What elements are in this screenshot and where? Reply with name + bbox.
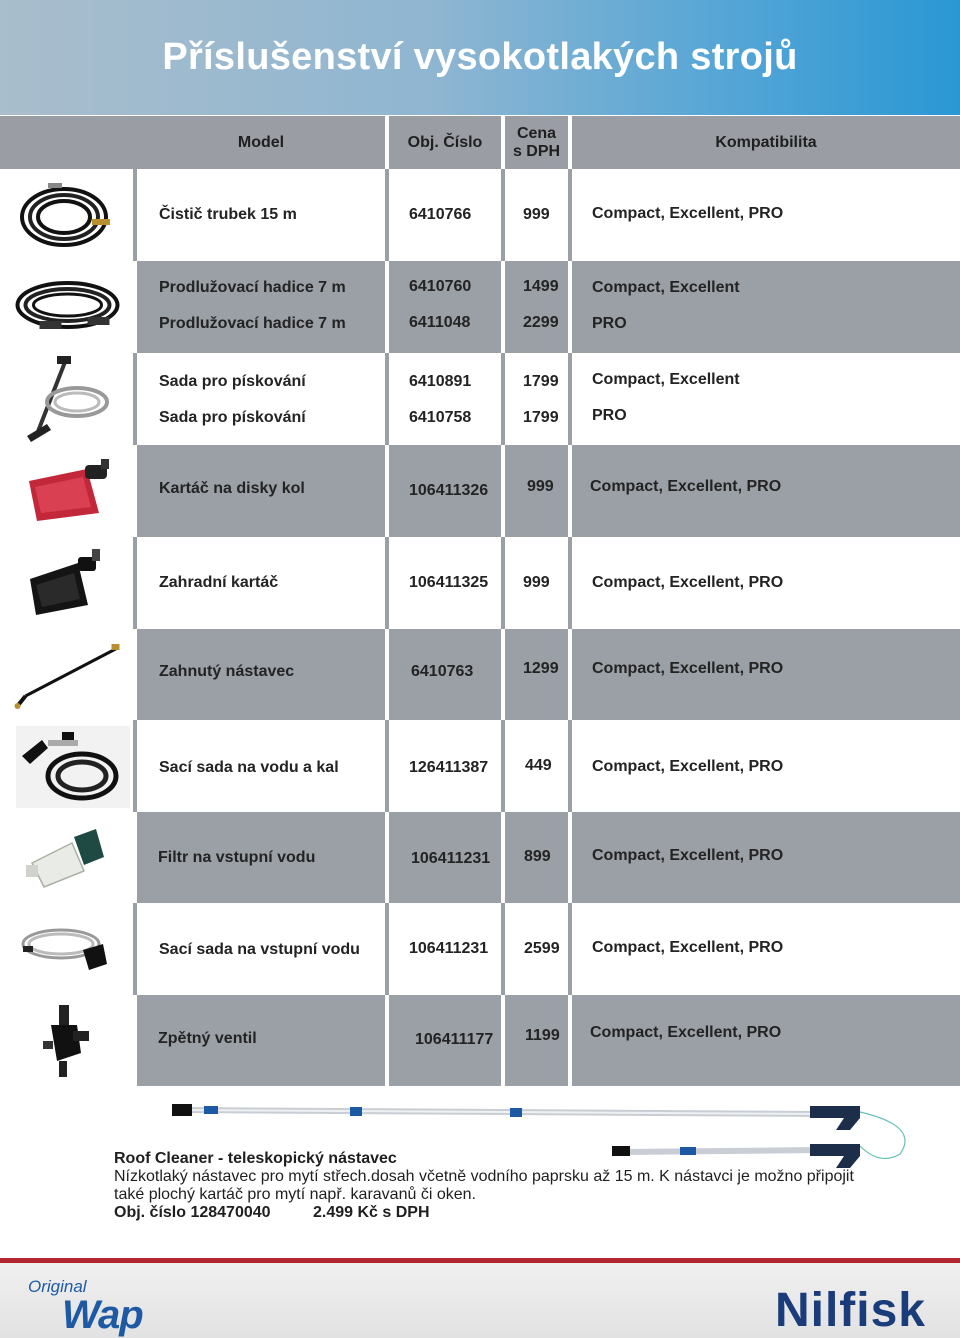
- order-number: 106411231: [409, 940, 489, 957]
- price: 999: [527, 478, 554, 495]
- price-cell: [505, 812, 572, 903]
- compatibility: Compact, Excellent: [592, 371, 740, 388]
- roof-cleaner-title: Roof Cleaner - teleskopický nástavec: [114, 1150, 397, 1167]
- model-name: Zahnutý nástavec: [159, 663, 295, 680]
- wheel-brush-icon: [17, 451, 117, 531]
- price-cell: [505, 903, 572, 995]
- table-row: [0, 629, 960, 720]
- wap-logo: [28, 1277, 143, 1337]
- model-cell: [137, 261, 389, 353]
- compatibility: PRO: [592, 407, 627, 424]
- order-number: 6410760: [409, 278, 472, 295]
- number-cell: [389, 903, 505, 995]
- price: 899: [524, 848, 551, 865]
- compatibility: Compact, Excellent: [592, 279, 740, 296]
- price-cell: [505, 445, 572, 537]
- order-number: 6410891: [409, 373, 472, 390]
- price-cell: [505, 169, 572, 261]
- order-number: 106411326: [409, 482, 489, 499]
- product-image-cell: [0, 995, 137, 1086]
- table-row: [0, 903, 960, 995]
- price: 999: [523, 574, 550, 591]
- roof-cleaner-section: [0, 1084, 960, 1258]
- table-row: [0, 537, 960, 629]
- compat-cell: [572, 629, 960, 720]
- number-cell: [389, 720, 505, 812]
- model-name: Kartáč na disky kol: [159, 480, 305, 497]
- sandblasting-kit-icon: [17, 354, 117, 444]
- price: 449: [525, 757, 552, 774]
- compatibility: Compact, Excellent, PRO: [592, 939, 784, 956]
- price-cell: [505, 995, 572, 1086]
- title-banner: [0, 0, 960, 115]
- model-name: Zahradní kartáč: [159, 574, 279, 591]
- model-name: Filtr na vstupní vodu: [158, 849, 316, 866]
- price: 999: [523, 206, 550, 223]
- order-number: 126411387: [409, 759, 489, 776]
- order-number: 6410763: [411, 663, 474, 680]
- table-header: [0, 116, 960, 169]
- compatibility: PRO: [592, 315, 627, 332]
- price-cell: [505, 629, 572, 720]
- product-image-cell: [0, 169, 137, 261]
- roof-cleaner-order-number: Obj. číslo 128470040: [114, 1204, 271, 1221]
- model-cell: [137, 353, 389, 445]
- number-cell: [389, 353, 505, 445]
- compat-cell: [572, 353, 960, 445]
- suction-kit-icon: [12, 726, 122, 806]
- product-image-cell: [0, 903, 137, 995]
- product-image-cell: [0, 445, 137, 537]
- table-row: [0, 995, 960, 1086]
- angled-lance-icon: [9, 640, 124, 710]
- table-row: [0, 445, 960, 537]
- compat-cell: [572, 812, 960, 903]
- roof-cleaner-order: [114, 1204, 854, 1222]
- table-row: [0, 812, 960, 903]
- page-title: Příslušenství vysokotlakých strojů: [162, 36, 798, 78]
- compatibility: Compact, Excellent, PRO: [592, 205, 784, 222]
- model-name: Sada pro pískování: [159, 409, 306, 426]
- number-cell: [389, 812, 505, 903]
- order-number: 6410758: [409, 409, 472, 426]
- compatibility: Compact, Excellent, PRO: [592, 758, 784, 775]
- model-cell: [137, 995, 389, 1086]
- product-image-cell: [0, 353, 137, 445]
- price: 1799: [523, 409, 559, 426]
- header-price-label-2: s DPH: [512, 142, 561, 160]
- compat-cell: [572, 445, 960, 537]
- extension-hose-icon: [9, 267, 124, 347]
- model-cell: [137, 629, 389, 720]
- product-image-cell: [0, 261, 137, 353]
- header-price: [505, 116, 572, 169]
- price: 2599: [524, 940, 560, 957]
- compat-cell: [572, 720, 960, 812]
- table-row: [0, 261, 960, 353]
- model-name: Zpětný ventil: [158, 1030, 257, 1047]
- compatibility: Compact, Excellent, PRO: [590, 1024, 782, 1041]
- number-cell: [389, 261, 505, 353]
- compatibility: Compact, Excellent, PRO: [592, 847, 784, 864]
- number-cell: [389, 995, 505, 1086]
- compatibility: Compact, Excellent, PRO: [592, 660, 784, 677]
- model-name: Prodlužovací hadice 7 m: [159, 315, 346, 332]
- price-cell: [505, 537, 572, 629]
- wap-logo-original: Original: [28, 1277, 87, 1296]
- compatibility: Compact, Excellent, PRO: [592, 574, 784, 591]
- header-price-label-1: Cena: [516, 124, 557, 142]
- wap-logo-wordmark: Wap: [62, 1293, 143, 1337]
- water-filter-icon: [22, 823, 112, 893]
- header-number-label: Obj. Číslo: [407, 133, 483, 151]
- compat-cell: [572, 537, 960, 629]
- compat-cell: [572, 995, 960, 1086]
- product-image-cell: [0, 812, 137, 903]
- model-cell: [137, 903, 389, 995]
- compat-cell: [572, 903, 960, 995]
- price: 1199: [525, 1027, 560, 1044]
- model-name: Sací sada na vodu a kal: [159, 759, 339, 776]
- compatibility: Compact, Excellent, PRO: [590, 478, 782, 495]
- table-row: [0, 169, 960, 261]
- check-valve-icon: [37, 1001, 97, 1081]
- roof-cleaner-price: 2.499 Kč s DPH: [313, 1204, 430, 1221]
- garden-brush-icon: [22, 543, 112, 623]
- product-image-cell: [0, 629, 137, 720]
- model-cell: [137, 169, 389, 261]
- model-cell: [137, 537, 389, 629]
- price: 1799: [523, 373, 559, 390]
- number-cell: [389, 629, 505, 720]
- price-cell: [505, 720, 572, 812]
- roof-cleaner-description: [114, 1150, 854, 1222]
- roof-cleaner-desc-line1: Nízkotlaký nástavec pro mytí střech.dosah včetně vodního paprsku až 15 m. K nástavci je možno připojit: [114, 1168, 854, 1185]
- number-cell: [389, 445, 505, 537]
- inlet-suction-hose-icon: [17, 914, 117, 984]
- table-row: [0, 720, 960, 812]
- order-number: 6411048: [409, 314, 471, 331]
- header-compat: [572, 116, 960, 169]
- model-cell: [137, 812, 389, 903]
- header-compat-label: Kompatibilita: [715, 133, 817, 151]
- roof-cleaner-desc-line2: také plochý kartáč pro mytí např. karavanů či oken.: [114, 1186, 476, 1203]
- number-cell: [389, 169, 505, 261]
- price: 1499: [523, 278, 559, 295]
- order-number: 106411177: [415, 1031, 494, 1048]
- pipe-cleaner-hose-icon: [12, 175, 122, 255]
- order-number: 106411231: [411, 850, 491, 867]
- header-model-label: Model: [237, 133, 285, 151]
- order-number: 6410766: [409, 206, 472, 223]
- product-image-cell: [0, 720, 137, 812]
- table-row: [0, 353, 960, 445]
- nilfisk-logo: Nilfisk: [774, 1284, 926, 1337]
- model-name: Sací sada na vstupní vodu: [159, 941, 360, 958]
- model-name: Prodlužovací hadice 7 m: [159, 279, 346, 296]
- compat-cell: [572, 169, 960, 261]
- accessories-table: [0, 116, 960, 1086]
- model-name: Sada pro pískování: [159, 373, 306, 390]
- header-model: [137, 116, 389, 169]
- price-cell: [505, 353, 572, 445]
- price-cell: [505, 261, 572, 353]
- number-cell: [389, 537, 505, 629]
- header-image-cell: [0, 116, 137, 169]
- price: 1299: [523, 660, 559, 677]
- compat-cell: [572, 261, 960, 353]
- header-number: [389, 116, 505, 169]
- footer: [0, 1263, 960, 1338]
- price: 2299: [523, 314, 559, 331]
- model-cell: [137, 720, 389, 812]
- product-image-cell: [0, 537, 137, 629]
- model-cell: [137, 445, 389, 537]
- model-name: Čistič trubek 15 m: [159, 206, 297, 223]
- order-number: 106411325: [409, 574, 489, 591]
